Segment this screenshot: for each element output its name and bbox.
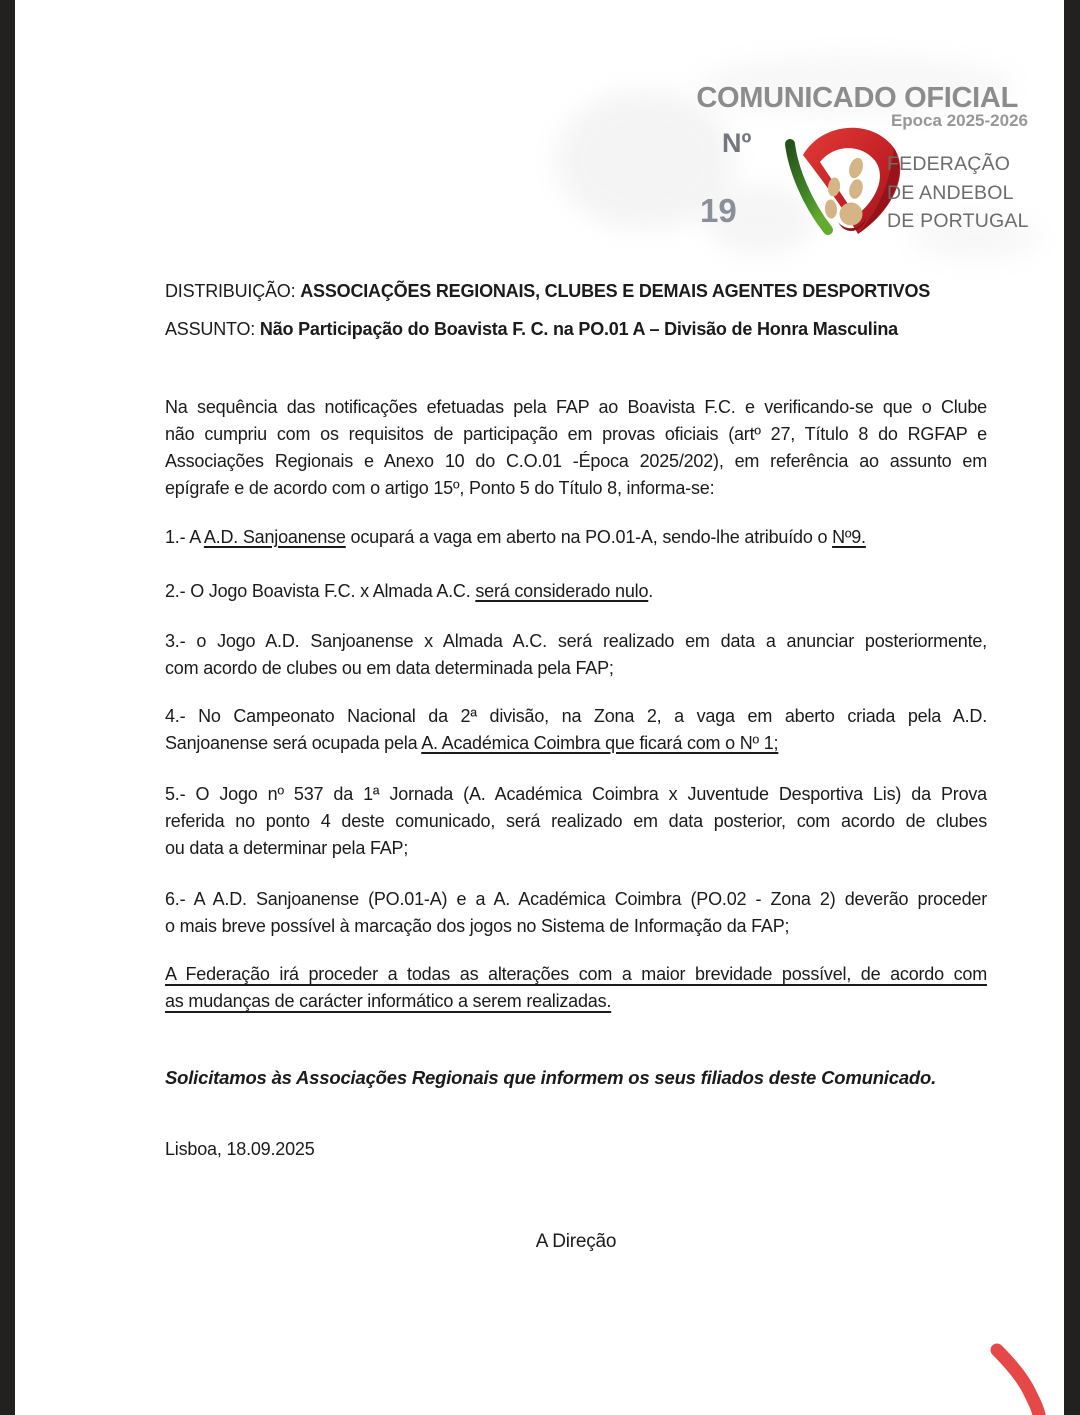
list-item-3 [165,628,987,682]
distribution-line [165,278,987,305]
page-title: COMUNICADO OFICIAL [696,82,1018,114]
item6-line: o mais breve possível à marcação dos jogos no Sistema de Informação da FAP; [165,916,790,936]
list-item-4 [165,703,987,757]
signature: A Direção [535,1231,617,1252]
red-pen-annotation [975,1332,1059,1415]
item3-line: 3.- o Jogo A.D. Sanjoanense x Almada A.C. será realizado em data a anunciar posteriormente, [165,631,987,651]
item5-line: referida no ponto 4 deste comunicado, será realizado em data posterior, com acordo de clubes [165,811,987,831]
item6-line: 6.- A A.D. Sanjoanense (PO.01-A) e a A. Académica Coimbra (PO.02 - Zona 2) deverão proceder [165,889,987,909]
federation-name-line: FEDERAÇÃO [887,153,1011,175]
distribution-value: ASSOCIAÇÕES REGIONAIS, CLUBES E DEMAIS AGENTES DESPORTIVOS [300,281,931,301]
intro-line: não cumpriu com os requisitos de participação em provas oficiais (artº 27, Título 8 do RGFAP e [165,424,987,444]
item4-line [165,730,987,757]
item2-underlined: será considerado nulo [475,581,649,601]
request-line: Solicitamos às Associações Regionais que informem os seus filiados deste Comunicado. [165,1067,937,1088]
list-item-6 [165,886,987,940]
item5-line: 5.- O Jogo nº 537 da 1ª Jornada (A. Académica Coimbra x Juventude Desportiva Lis) da Prova [165,784,987,804]
list-item-1 [165,524,987,551]
closing-line: A Federação irá proceder a todas as alterações com a maior brevidade possível, de acordo com [165,964,987,984]
item5-line: ou data a determinar pela FAP; [165,838,409,858]
season-label: Epoca 2025-2026 [890,111,1028,130]
subject-line [165,316,987,343]
item1-text: 1.- A [165,527,204,547]
item1-underlined: Nº9. [832,527,866,547]
right-screen-edge-bar [1063,0,1080,1415]
document-page [15,0,1064,1415]
intro-line: Associações Regionais e Anexo 10 do C.O.01 -Época 2025/202), em referência ao assunto em [165,451,987,471]
item2-text: . [648,581,654,601]
federation-name-line: DE ANDEBOL [887,181,1014,204]
item4-line: 4.- No Campeonato Nacional da 2ª divisão, na Zona 2, a vaga em aberto criada pela A.D. [165,706,987,726]
subject-value: Não Participação do Boavista F. C. na PO.01 A – Divisão de Honra Masculina [259,319,898,339]
place-date: Lisboa, 18.09.2025 [165,1139,315,1159]
federation-logo-icon [770,110,905,245]
distribution-label: DISTRIBUIÇÃO: [165,281,296,301]
list-item-5 [165,781,987,862]
item3-line: com acordo de clubes ou em data determinada pela FAP; [165,658,614,678]
item1-text: ocupará a vaga em aberto na PO.01-A, sendo-lhe atribuído o [345,527,833,547]
item1-underlined: A.D. Sanjoanense [203,527,346,547]
list-item-2 [165,578,987,605]
item4-underlined: A. Académica Coimbra que ficará com o Nº 1; [421,733,779,753]
subject-label: ASSUNTO: [165,319,256,339]
item2-text: 2.- O Jogo Boavista F.C. x Almada A.C. [165,581,476,601]
federation-name-line: DE PORTUGAL [887,210,1029,232]
federation-name [887,150,1029,236]
intro-paragraph [165,394,987,502]
item4-text: Sanjoanense será ocupada pela [165,733,422,753]
closing-paragraph [165,961,987,1015]
doc-number-label: Nº [722,128,752,158]
doc-number: 19 [700,192,737,229]
intro-line: Na sequência das notificações efetuadas pela FAP ao Boavista F.C. e verificando-se que o Clube [165,397,987,417]
intro-line: epígrafe e de acordo com o artigo 15º, Ponto 5 do Título 8, informa-se: [165,478,715,498]
closing-line: as mudanças de carácter informático a serem realizadas. [165,991,612,1011]
